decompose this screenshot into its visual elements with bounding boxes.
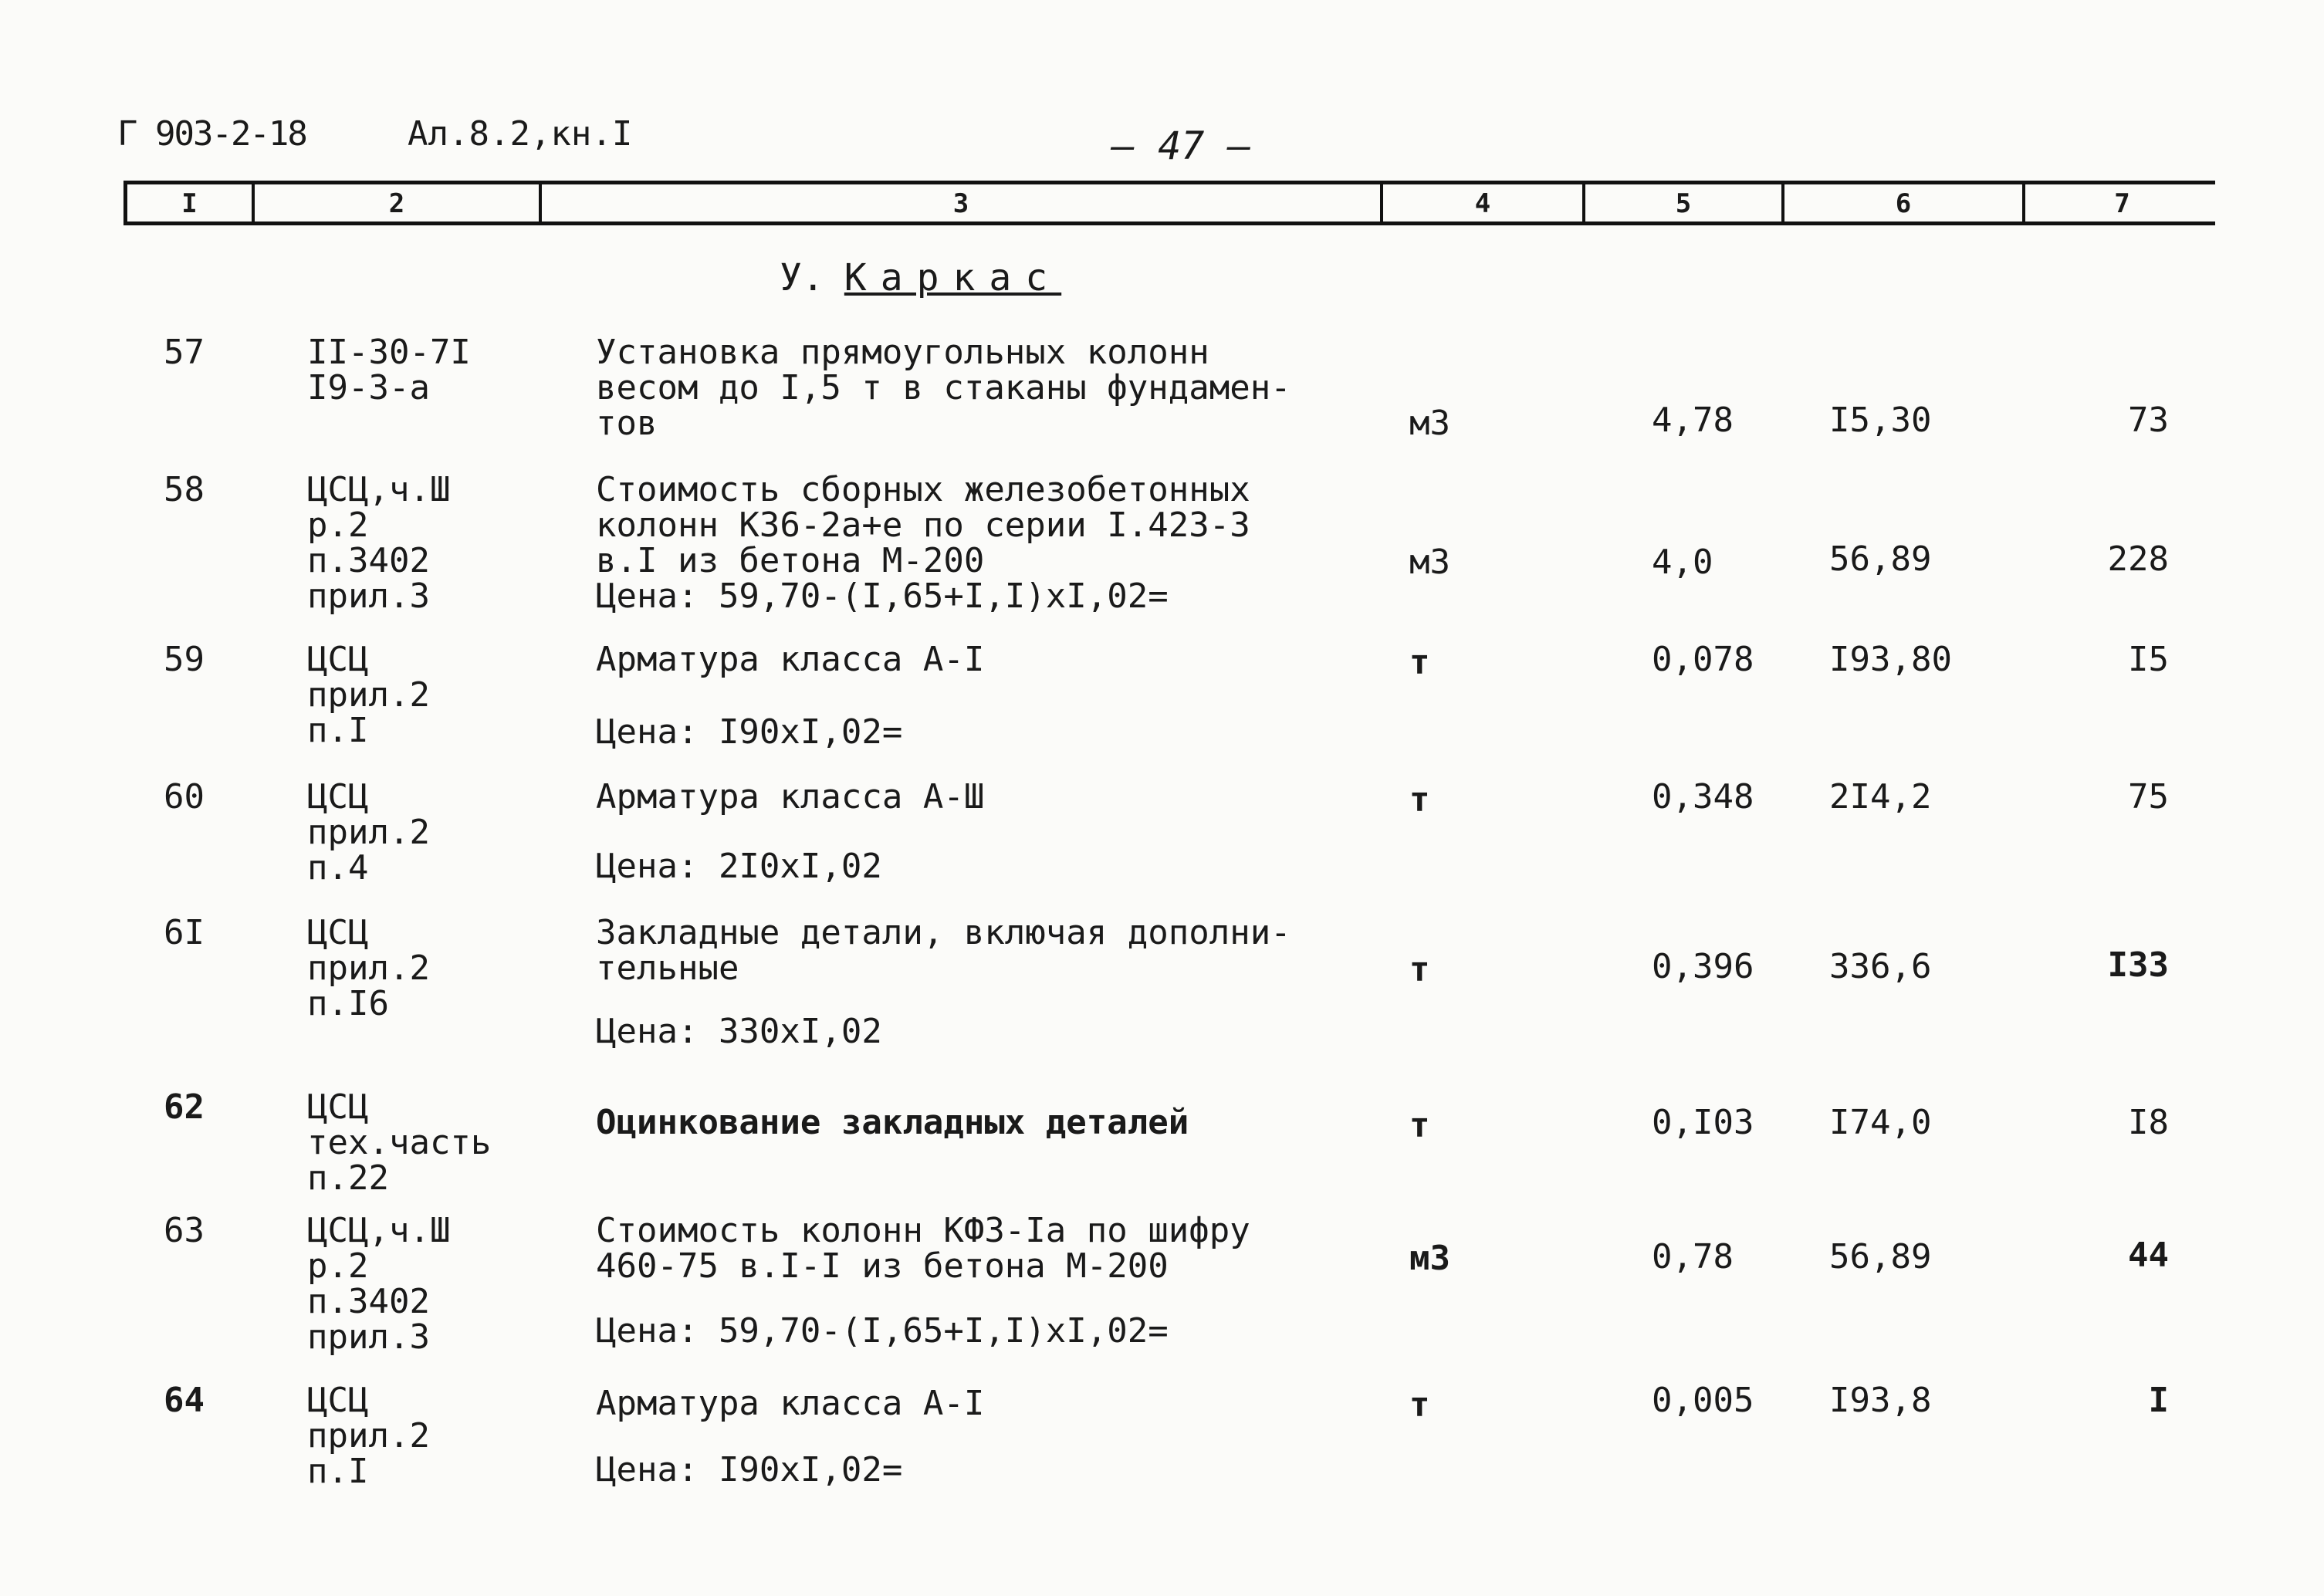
row-reference: ЦСЦ тех.часть п.22	[307, 1087, 492, 1198]
row-unit: м3	[1409, 404, 1450, 443]
row-number: 60	[164, 777, 205, 817]
column-header-row	[123, 181, 2215, 225]
row-description: Закладные детали, включая дополни- тельные	[596, 913, 1291, 988]
column-header-7: 7	[2114, 188, 2130, 219]
column-header-4: 4	[1383, 184, 1585, 221]
row-quantity: 4,78	[1652, 401, 1734, 440]
row-price-formula: Цена: 2I0xI,02	[596, 847, 882, 886]
row-reference: ЦСЦ,ч.Ш р.2 п.3402 прил.3	[307, 1211, 451, 1357]
row-unit: т	[1409, 1106, 1430, 1145]
row-unit: т	[1409, 1385, 1430, 1425]
row-unit-cost: 56,89	[1829, 1237, 1932, 1276]
row-reference: ЦСЦ прил.2 п.I	[307, 640, 430, 750]
row-unit-cost: I93,8	[1829, 1381, 1932, 1420]
row-number: 58	[164, 470, 205, 509]
section-name: Каркас	[844, 256, 1062, 299]
row-reference: II-30-7I I9-3-а	[307, 333, 471, 407]
row-description: Арматура класса А-I	[596, 640, 985, 679]
row-total: I5	[2128, 640, 2169, 679]
row-unit-cost: 56,89	[1829, 539, 1932, 579]
row-price-formula: Цена: I90xI,02=	[596, 712, 903, 752]
row-price-formula: Цена: I90xI,02=	[596, 1450, 903, 1489]
row-unit: т	[1409, 950, 1430, 989]
row-unit-cost: I74,0	[1829, 1103, 1932, 1142]
row-unit: м3	[1409, 1239, 1450, 1278]
row-number: 63	[164, 1211, 205, 1250]
row-number: 62	[164, 1087, 205, 1127]
row-unit-cost: I93,80	[1829, 640, 1952, 679]
row-total: I33	[2107, 945, 2169, 985]
row-quantity: 0,078	[1652, 640, 1754, 679]
row-quantity: 0,I03	[1652, 1103, 1754, 1142]
row-quantity: 0,348	[1652, 777, 1754, 817]
column-header-5: 5	[1585, 184, 1784, 221]
row-reference: ЦСЦ прил.2 п.I6	[307, 913, 430, 1023]
row-number: 64	[164, 1381, 205, 1420]
document-code: Г 903-2-18	[117, 114, 306, 154]
row-unit: м3	[1409, 543, 1450, 582]
row-description: Стоимость сборных железобетонных колонн К36-2а+е по серии I.423-3 в.I из бетона М-200 Цена: 59,70-(I,65+I,I)xI,02=	[596, 470, 1250, 616]
row-description: Арматура класса А-I	[596, 1384, 985, 1423]
album-reference: Ал.8.2,кн.I	[408, 114, 633, 154]
row-quantity: 0,005	[1652, 1381, 1754, 1420]
row-total: 44	[2128, 1236, 2169, 1275]
row-description: Оцинкование закладных деталей	[596, 1103, 1189, 1142]
row-number: 6I	[164, 913, 205, 952]
row-reference: ЦСЦ,ч.Ш р.2 п.3402 прил.3	[307, 470, 451, 616]
section-title	[780, 256, 1061, 299]
column-header-2: 2	[255, 184, 542, 221]
row-total: 228	[2107, 539, 2169, 579]
row-reference: ЦСЦ прил.2 п.4	[307, 777, 430, 888]
row-price-formula: Цена: 59,70-(I,65+I,I)xI,02=	[596, 1311, 1169, 1351]
row-total: I8	[2128, 1103, 2169, 1142]
row-description: Арматура класса А-Ш	[596, 777, 985, 817]
row-quantity: 4,0	[1652, 543, 1713, 582]
column-header-3: 3	[542, 184, 1383, 221]
row-description: Установка прямоугольных колонн весом до I,5 т в стаканы фундамен- тов	[596, 333, 1291, 443]
row-total: 73	[2128, 401, 2169, 440]
row-description: Стоимость колонн КФ3-Iа по шифру 460-75 в.I-I из бетона М-200	[596, 1211, 1250, 1286]
row-unit-cost: I5,30	[1829, 401, 1932, 440]
page-number: — 47 —	[1111, 123, 1251, 168]
row-unit: т	[1409, 643, 1430, 682]
row-total: 75	[2128, 777, 2169, 817]
row-quantity: 0,78	[1652, 1237, 1734, 1276]
section-prefix: У.	[780, 256, 824, 299]
row-price-formula: Цена: 330xI,02	[596, 1012, 882, 1051]
row-number: 59	[164, 640, 205, 679]
row-reference: ЦСЦ прил.2 п.I	[307, 1381, 430, 1491]
row-quantity: 0,396	[1652, 947, 1754, 986]
column-header-1: I	[127, 184, 255, 221]
row-unit: т	[1409, 780, 1430, 820]
row-unit-cost: 2I4,2	[1829, 777, 1932, 817]
row-number: 57	[164, 333, 205, 372]
row-unit-cost: 336,6	[1829, 947, 1932, 986]
column-header-6: 6	[1784, 184, 2025, 221]
row-total: I	[2148, 1381, 2169, 1420]
